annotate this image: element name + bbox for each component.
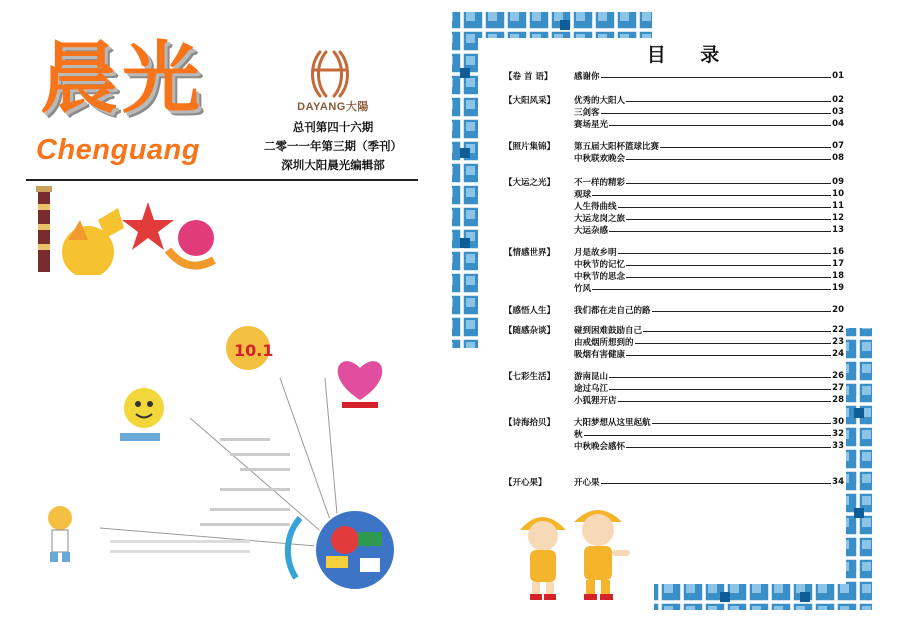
toc-entry-title: 开心果 (574, 478, 600, 488)
toc-entry[interactable] (574, 440, 844, 452)
toc-entry-title: 吸烟有害健康 (574, 350, 626, 360)
toc-leader (592, 195, 831, 196)
toc-leader (626, 183, 831, 184)
toc-entry[interactable] (574, 246, 844, 258)
toc-leader (643, 331, 831, 332)
toc-leader (652, 311, 832, 312)
toc-entry-page: 32 (832, 429, 844, 439)
toc-title: 目 录 (646, 44, 734, 66)
masthead-title-en: Chenguang (36, 134, 200, 166)
toc-leader (609, 231, 831, 232)
toc-section (504, 370, 844, 406)
toc-entry-page: 19 (832, 283, 844, 293)
toc-section-label: 【卷 首 语】 (504, 72, 553, 82)
toc-entry-title: 大运杂感 (574, 226, 609, 236)
toc-section (504, 70, 844, 82)
toc-entry-title: 竹风 (574, 284, 592, 294)
toc-entry-title: 我们都在走自己的路 (574, 306, 651, 316)
toc-entry[interactable] (574, 394, 844, 406)
toc-entry[interactable] (574, 382, 844, 394)
toc-entry-page: 13 (832, 225, 844, 235)
toc-entry[interactable] (574, 176, 844, 188)
toc-leader (660, 147, 831, 148)
toc-entry-page: 09 (832, 177, 844, 187)
toc-leader (652, 423, 832, 424)
toc-section-label: 【随感杂谈】 (504, 326, 556, 336)
toc-section (504, 140, 844, 164)
toc-leader (609, 389, 831, 390)
toc-leader (618, 253, 832, 254)
toc-leader (626, 277, 831, 278)
toc-entry-page: 02 (832, 95, 844, 105)
toc-entry-title: 中秋联欢晚会 (574, 154, 626, 164)
toc-section (504, 246, 844, 294)
toc-entry[interactable] (574, 416, 844, 428)
toc-leader (609, 377, 831, 378)
toc-entry-title: 观球 (574, 190, 592, 200)
toc-entry-page: 03 (832, 107, 844, 117)
toc-entry-title: 中秋晚会感怀 (574, 442, 626, 452)
toc-section (504, 476, 844, 488)
toc-entry-page: 08 (832, 153, 844, 163)
toc-leader (626, 101, 831, 102)
toc-entry[interactable] (574, 188, 844, 200)
issue-info (248, 118, 418, 175)
toc-entry[interactable] (574, 336, 844, 348)
toc-entry[interactable] (574, 282, 844, 294)
toc-entry-page: 34 (832, 477, 844, 487)
toc-section-label: 【开心果】 (504, 478, 547, 488)
toc-entry-page: 23 (832, 337, 844, 347)
toc-entry[interactable] (574, 94, 844, 106)
toc-entry-title: 大运龙岗之旅 (574, 214, 626, 224)
toc-entry[interactable] (574, 212, 844, 224)
toc-entry-page: 30 (832, 417, 844, 427)
toc-entry[interactable] (574, 370, 844, 382)
universiade-fan-graphic-icon (40, 318, 420, 612)
toc-entry[interactable] (574, 258, 844, 270)
toc-entry-title: 不一样的精彩 (574, 178, 626, 188)
torch-emblem-icon (28, 180, 228, 279)
toc-section (504, 176, 844, 236)
toc-leader (609, 125, 831, 126)
toc-entry-page: 24 (832, 349, 844, 359)
toc-entry-title: 优秀的大阳人 (574, 96, 626, 106)
toc-leader (592, 289, 831, 290)
toc-leader (626, 219, 831, 220)
toc-entry[interactable] (574, 152, 844, 164)
toc-entry-page: 10 (832, 189, 844, 199)
toc-entry[interactable] (574, 70, 844, 82)
toc-leader (601, 483, 832, 484)
toc-leader (584, 435, 832, 436)
toc-entry-page: 11 (832, 201, 844, 211)
svg-text:10.1: 10.1 (234, 341, 274, 360)
toc-leader (626, 447, 831, 448)
toc-leader (635, 343, 832, 344)
kids-illustration-icon (512, 500, 642, 609)
toc-entry-page: 22 (832, 325, 844, 335)
toc-entry[interactable] (574, 476, 844, 488)
toc-entry-title: 秋 (574, 430, 583, 440)
toc-entry[interactable] (574, 140, 844, 152)
toc-leader (601, 113, 832, 114)
toc-entry[interactable] (574, 270, 844, 282)
toc-entry[interactable] (574, 224, 844, 236)
toc-entry-title: 月是故乡明 (574, 248, 617, 258)
toc-section (504, 324, 844, 360)
toc-entry-page: 01 (832, 71, 844, 81)
mascot-uu-icon (120, 388, 164, 441)
toc-leader (601, 77, 832, 78)
toc-section (504, 416, 844, 452)
issue-line: 总刊第四十六期 (292, 120, 374, 134)
toc-section (504, 94, 844, 130)
toc-entry-title: 途过乌江 (574, 384, 609, 394)
dayang-logo-text: DAYANG大陽 (297, 101, 369, 113)
toc-entry-page: 16 (832, 247, 844, 257)
toc-section-label: 【感悟人生】 (504, 306, 556, 316)
toc-entry-page: 20 (832, 305, 844, 315)
toc-section (504, 304, 844, 316)
toc-entry-page: 27 (832, 383, 844, 393)
toc-leader (618, 207, 832, 208)
toc-entry-page: 04 (832, 119, 844, 129)
toc-leader (618, 401, 832, 402)
toc-entry[interactable] (574, 304, 844, 316)
toc-entry[interactable] (574, 348, 844, 360)
toc-entry-title: 游南昆山 (574, 372, 609, 382)
issue-line: 深圳大阳晨光编辑部 (281, 158, 385, 172)
toc-entry-title: 第五届大阳杯篮球比赛 (574, 142, 660, 152)
toc-entry-page: 17 (832, 259, 844, 269)
toc-entry-title: 由戒烟所想到的 (574, 338, 634, 348)
table-of-contents (504, 70, 844, 488)
toc-leader (626, 159, 831, 160)
toc-entry-title: 人生得曲线 (574, 202, 617, 212)
toc-section-label: 【大阳风采】 (504, 96, 556, 106)
toc-entry-title: 小狐狸开店 (574, 396, 617, 406)
toc-entry-page: 28 (832, 395, 844, 405)
toc-section-label: 【大运之光】 (504, 178, 556, 188)
toc-entry-page: 12 (832, 213, 844, 223)
toc-entry-title: 三剑客 (574, 108, 600, 118)
toc-entry-page: 26 (832, 371, 844, 381)
toc-entry-page: 07 (832, 141, 844, 151)
toc-leader (626, 265, 831, 266)
toc-section-label: 【情感世界】 (504, 248, 556, 258)
toc-entry-page: 33 (832, 441, 844, 451)
toc-entry-title: 中秋节的思念 (574, 272, 626, 282)
toc-entry-title: 赛场星光 (574, 120, 609, 130)
issue-line: 二零一一年第三期（季刊） (264, 139, 402, 153)
toc-leader (626, 355, 831, 356)
toc-entry-title: 碰到困难鼓励自己 (574, 326, 643, 336)
toc-entry-title: 大阳梦想从这里起航 (574, 418, 651, 428)
toc-entry[interactable] (574, 106, 844, 118)
toc-section-label: 【诗海拾贝】 (504, 418, 556, 428)
toc-entry-page: 18 (832, 271, 844, 281)
toc-entry[interactable] (574, 324, 844, 336)
toc-entry[interactable] (574, 200, 844, 212)
toc-entry[interactable] (574, 428, 844, 440)
toc-section-label: 【照片集锦】 (504, 142, 556, 152)
toc-section-label: 【七彩生活】 (504, 372, 556, 382)
toc-entry-title: 中秋节的记忆 (574, 260, 626, 270)
toc-entry[interactable] (574, 118, 844, 130)
toc-entry-title: 感谢你 (574, 72, 600, 82)
masthead-title-cn: 晨光 (40, 34, 205, 124)
